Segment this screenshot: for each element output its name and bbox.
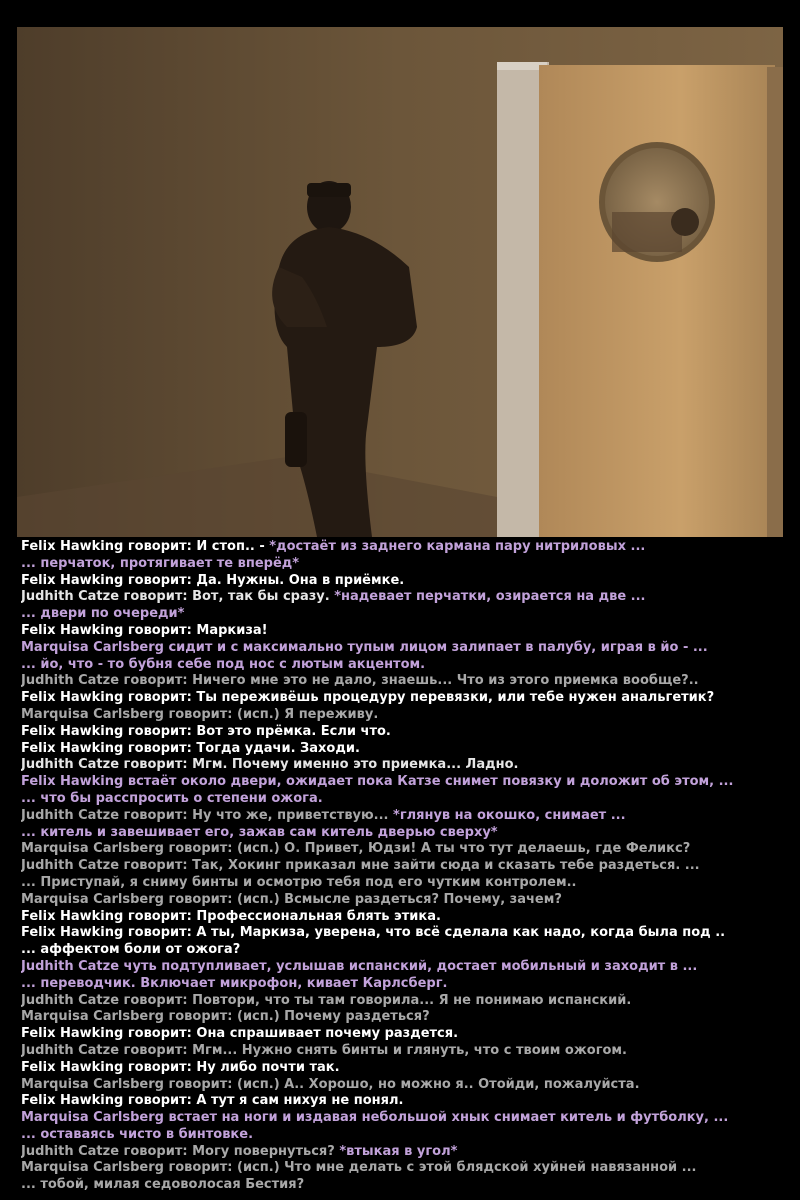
chat-segment: *достаёт из заднего кармана пару нитриловых ... xyxy=(269,539,646,554)
chat-line xyxy=(21,1144,791,1161)
chat-line xyxy=(21,1009,791,1026)
chat-segment: ... что бы расспросить о степени ожога. xyxy=(21,790,323,806)
chat-segment: Marquisa Carlsberg говорит: (исп.) Почему раздеться? xyxy=(21,1009,430,1025)
chat-line xyxy=(21,673,791,690)
chat-segment: Felix Hawking говорит: Да. Нужны. Она в приёмке. xyxy=(21,572,405,588)
chat-segment: ... Приступай, я сниму бинты и осмотрю тебя под его чутким контролем.. xyxy=(21,874,577,890)
chat-line xyxy=(21,825,791,842)
chat-segment: *глянув на окошко, снимает ... xyxy=(393,807,626,823)
chat-line xyxy=(21,1060,791,1077)
chat-line xyxy=(21,623,791,640)
chat-segment: *надевает перчатки, озирается на две ... xyxy=(334,589,646,605)
chat-line xyxy=(21,640,791,657)
chat-segment: Marquisa Carlsberg говорит: (исп.) Я переживу. xyxy=(21,706,379,722)
chat-line xyxy=(21,573,791,590)
chat-segment: Judhith Catze чуть подтупливает, услышав испанский, достает мобильный и заходит в ... xyxy=(21,958,698,974)
chat-line xyxy=(21,589,791,606)
chat-line xyxy=(21,1077,791,1094)
chat-log xyxy=(21,539,791,1194)
chat-line xyxy=(21,909,791,926)
chat-segment: Felix Hawking говорит: И стоп.. - xyxy=(21,539,270,554)
chat-segment: Judhith Catze говорит: Ничего мне это не дало, знаешь... Что из этого приемка вообще?.. xyxy=(21,673,699,689)
chat-line xyxy=(21,741,791,758)
chat-line xyxy=(21,556,791,573)
chat-line xyxy=(21,724,791,741)
chat-line xyxy=(21,774,791,791)
chat-line xyxy=(21,1127,791,1144)
chat-segment: Marquisa Carlsberg говорит: (исп.) О. Привет, Юдзи! А ты что тут делаешь, где Феликс? xyxy=(21,841,691,857)
chat-segment: Judhith Catze говорит: Могу повернуться? xyxy=(21,1143,340,1159)
chat-segment: ... тобой, милая седоволосая Бестия? xyxy=(21,1177,305,1193)
chat-line xyxy=(21,657,791,674)
chat-line xyxy=(21,1043,791,1060)
chat-segment: Judhith Catze говорит: Повтори, что ты там говорила... Я не понимаю испанский. xyxy=(21,992,632,1008)
chat-segment: Felix Hawking говорит: Тогда удачи. Заходи. xyxy=(21,740,360,756)
chat-segment: ... перчаток, протягивает те вперёд* xyxy=(21,555,300,571)
chat-segment: Felix Hawking говорит: Маркиза! xyxy=(21,622,268,638)
chat-segment: ... двери по очереди* xyxy=(21,606,185,622)
window-figure xyxy=(671,208,699,236)
game-scene xyxy=(17,27,783,537)
chat-segment: Felix Hawking говорит: А ты, Маркиза, уверена, что всё сделала как надо, когда была под .. xyxy=(21,925,726,941)
chat-segment: Felix Hawking встаёт около двери, ожидает пока Катзе снимет повязку и доложит об этом, ... xyxy=(21,774,734,790)
chat-line xyxy=(21,841,791,858)
chat-segment: ... переводчик. Включает микрофон, кивает Карлсберг. xyxy=(21,975,448,991)
chat-line xyxy=(21,1093,791,1110)
chat-line xyxy=(21,690,791,707)
chat-line xyxy=(21,757,791,774)
chat-segment: Judhith Catze говорит: Ну что же, приветствую... xyxy=(21,807,394,823)
chat-line xyxy=(21,1177,791,1194)
chat-segment: ... аффектом боли от ожога? xyxy=(21,942,241,958)
chat-segment: Marquisa Carlsberg говорит: (исп.) Что мне делать с этой блядской хуйней навязанной ... xyxy=(21,1160,697,1176)
chat-line xyxy=(21,539,791,556)
chat-segment: Felix Hawking говорит: А тут я сам нихуя не понял. xyxy=(21,1093,404,1109)
chat-segment: Felix Hawking говорит: Ну либо почти так. xyxy=(21,1059,340,1075)
chat-line xyxy=(21,606,791,623)
chat-line xyxy=(21,993,791,1010)
chat-segment: Marquisa Carlsberg говорит: (исп.) Всмысле раздеться? Почему, зачем? xyxy=(21,891,562,907)
chat-line xyxy=(21,925,791,942)
chat-segment: Marquisa Carlsberg сидит и с максимально тупым лицом залипает в палубу, играя в йо - ... xyxy=(21,639,708,655)
chat-line xyxy=(21,892,791,909)
chat-segment: ... китель и завешивает его, зажав сам китель дверью сверху* xyxy=(21,824,498,840)
chat-line xyxy=(21,707,791,724)
chat-line xyxy=(21,791,791,808)
chat-segment: Judhith Catze говорит: Мгм... Нужно снять бинты и глянуть, что с твоим ожогом. xyxy=(21,1042,627,1058)
chat-segment: ... йо, что - то бубня себе под нос с лютым акцентом. xyxy=(21,656,426,672)
chat-segment: Felix Hawking говорит: Ты переживёшь процедуру перевязки, или тебе нужен анальгетик? xyxy=(21,690,715,706)
chat-line xyxy=(21,976,791,993)
chat-line xyxy=(21,959,791,976)
chat-line xyxy=(21,875,791,892)
chat-segment: Marquisa Carlsberg говорит: (исп.) А.. Хорошо, но можно я.. Отойди, пожалуйста. xyxy=(21,1076,640,1092)
door xyxy=(539,65,775,537)
chat-line xyxy=(21,808,791,825)
chat-segment: Judhith Catze говорит: Вот, так бы сразу. xyxy=(21,589,335,605)
chat-line xyxy=(21,1026,791,1043)
chat-segment: *втыкая в угол* xyxy=(339,1143,458,1159)
chat-line xyxy=(21,1160,791,1177)
door-edge xyxy=(767,67,783,537)
chat-segment: Felix Hawking говорит: Она спрашивает почему раздется. xyxy=(21,1026,459,1042)
chat-line xyxy=(21,1110,791,1127)
chat-line xyxy=(21,942,791,959)
chat-segment: Marquisa Carlsberg встает на ноги и издавая небольшой хнык снимает китель и футболку, ... xyxy=(21,1110,729,1126)
window-interior xyxy=(612,212,682,252)
scene-illustration xyxy=(17,27,783,537)
chat-line xyxy=(21,858,791,875)
chat-segment: Judhith Catze говорит: Мгм. Почему именно это приемка... Ладно. xyxy=(21,757,519,773)
chat-segment: Judhith Catze говорит: Так, Хокинг приказал мне зайти сюда и сказать тебе раздеться. ... xyxy=(21,858,700,874)
chat-segment: Felix Hawking говорит: Вот это прёмка. Если что. xyxy=(21,723,391,739)
chat-segment: Felix Hawking говорит: Профессиональная блять этика. xyxy=(21,908,441,924)
chat-segment: ... оставаясь чисто в бинтовке. xyxy=(21,1126,254,1142)
